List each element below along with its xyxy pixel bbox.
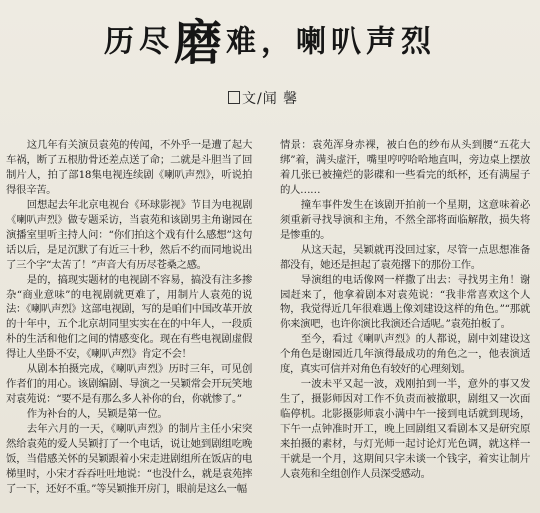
paragraph: 情景：袁苑浑身赤裸，被白色的纱布从头到腰“五花大绑”着，满头虚汗，嘴里哼哼哈哈地直叫，旁边桌上摆放着几张已被撞烂的影碟和一些看完的纸杯，还有满屋子的人…… bbox=[280, 139, 530, 196]
paragraph: 去年六月的一天，《喇叭声烈》的制片主任小宋突然给袁苑的爱人吴颖打了一个电话，说让她到剧组吃晚饭，当借感关怀的吴颖跟着小宋走进剧组所在饭店的电梯里时，小宋才吞吞吐吐地说：“也没什么，就是袁苑摔了一下，还好不重。”等吴颖推开房门，眼前是这么一幅 bbox=[6, 423, 252, 495]
paragraph: 作为补台的人，吴颖是第一位。 bbox=[26, 408, 168, 421]
paragraph: 这几年有关演员袁苑的传闻，不外乎一是遭了起大车祸，断了五根肋骨还差点送了命；二就是斗胆当了回制片人，拍了部18集电视连续剧《喇叭声烈》，听说拍得很辛苦。 bbox=[6, 139, 252, 196]
paragraph: 是的，搞现实题材的电视剧不容易，搞没有注多掺杂“商业意味”的电视剧就更难了，用制片人袁苑的说法：《喇叭声烈》这部电视剧，写的是咱们中国改革开放的十年中，五个北京胡同里实实在在的中年人，一段质朴的生活和他们之间的情感变化。现在有些电视剧虚假得让人坐卧不安，《喇叭声烈》肯定不会！ bbox=[6, 273, 252, 361]
paragraph: 至今，看过《喇叭声烈》的人都说，剧中刘建设这个角色是谢园近几年演得最成功的角色之一，他表演适度，真实可信并对角色有较好的心理刻划。 bbox=[280, 333, 530, 376]
right-text-column bbox=[280, 138, 530, 510]
paragraph: 撞车事件发生在该剧开拍前一个星期，这意味着必须重新寻找导演和主角，不然全部将面临解散，损失将是惨重的。 bbox=[280, 198, 530, 241]
left-text-column bbox=[6, 138, 252, 510]
paragraph: 一波未平又起一波，戏刚拍到一半，意外的事又发生了，摄影师因对工作不负责而被撤职，剧组又一次面临停机。北影摄影师袁小满中午一接到电话就到现场，下午一点钟准时开工，晚上回剧组又看剧本又是研究原来拍摄的素材，与灯光师一起讨论灯光色调，就这样一干就是一个月，这期间只字未谈一个钱字，着实让制片人袁苑和全组创作人员深受感动。 bbox=[280, 378, 530, 480]
paragraph: 从剧本拍摄完成，《喇叭声烈》历时三年，可见创作者们的用心。该剧编剧、导演之一吴颖常会开玩笑地对袁苑说：“要不是有那么多人补你的台，你就惨了。” bbox=[6, 363, 252, 406]
title-part-1: 历尽 bbox=[103, 24, 174, 60]
paragraph: 回想起去年北京电视台《环球影视》节目为电视剧《喇叭声烈》做专题采访，当袁苑和该剧男主角谢园在演播室里听主持人问：“你们拍这个戏有什么感想”这句话以后，是足沉默了有近三十秒，然后不约而同地说出了三个字“太苦了！”声音大有历尽苍桑之感。 bbox=[6, 198, 252, 271]
paragraph: 导演组的电话像网一样撒了出去：寻找男主角！谢园赶来了，他拿着剧本对袁苑说：“我非常喜欢这个人物，我觉得近几年很难遇上像刘建设这样的角色。”“那就你来演吧，也许你演比我演还合适呢。”袁苑拍板了。 bbox=[280, 273, 530, 331]
title-emphasis-char: 磨 bbox=[173, 15, 226, 71]
article-title bbox=[0, 4, 540, 71]
byline-author: 文/闻 馨 bbox=[242, 91, 299, 107]
article-byline bbox=[228, 88, 298, 108]
title-part-2: 难，喇叭声烈 bbox=[226, 24, 436, 60]
byline-box-icon bbox=[228, 91, 240, 104]
paragraph: 从这天起，吴颖就再没回过家，尽管一点思想准备都没有，她还是担起了袁苑撂下的那份工作。 bbox=[280, 243, 530, 271]
